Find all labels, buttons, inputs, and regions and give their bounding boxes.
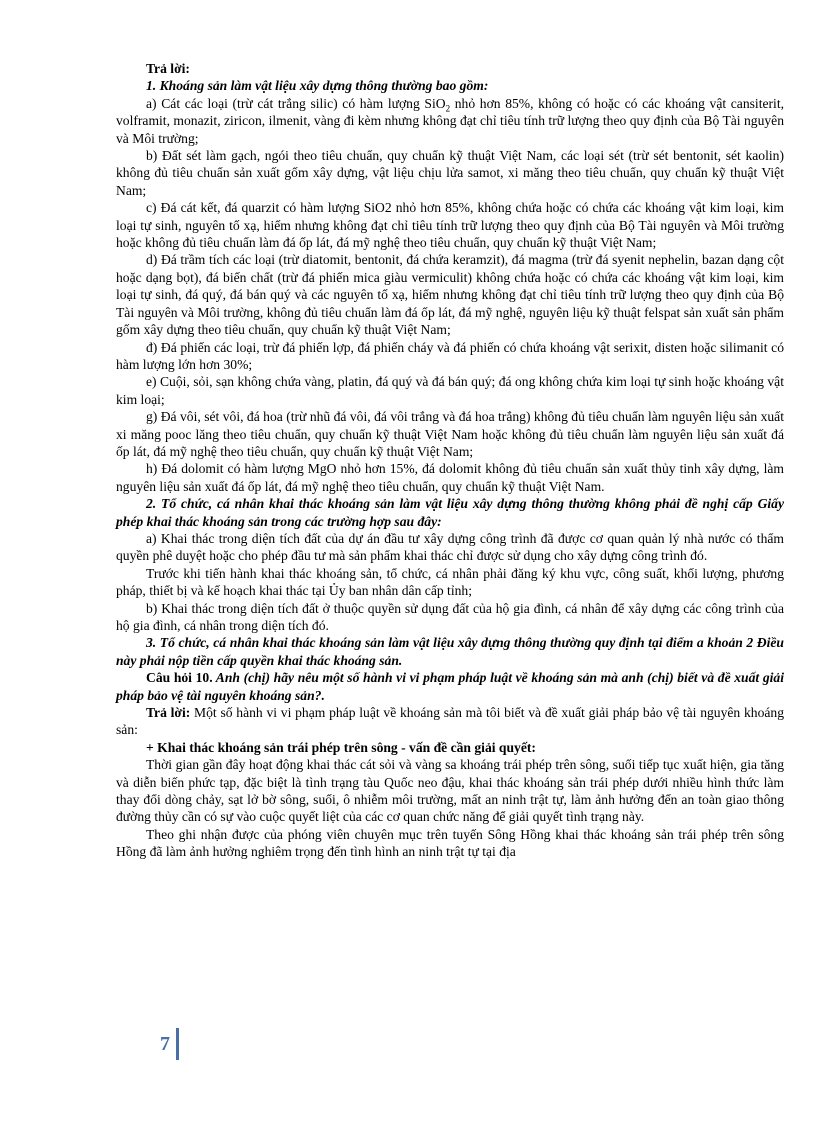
answer-label: Trả lời: [146,61,190,76]
section-3-heading: 3. Tổ chức, cá nhân khai thác khoáng sản làm vật liệu xây dựng thông thường quy định tại điểm a khoản 2 Điều này phải nộp tiền cấp quyền khai thác khoáng sản. [116,635,784,668]
item-1a: a) Cát các loại (trừ cát trắng silic) có hàm lượng SiO$_2$ nhỏ hơn 85%, không có hoặc có các khoáng vật cansiterit, volframit, monazit, ziricon, ilmenit, vàng đi kèm nhưng không đạt chỉ tiêu tính trữ lượng theo quy định của Bộ Tài nguyên và Môi trường; [116,95,784,146]
document-body [116,60,784,861]
item-1c: c) Đá cát kết, đá quarzit có hàm lượng SiO2 nhỏ hơn 85%, không chứa hoặc có chứa các khoáng vật kim loại, kim loại tự sinh, nguyên tố xạ, hiếm nhưng không đạt chỉ tiêu tính trữ lượng theo quy định của Bộ Tài nguyên và Môi trường hoặc không đủ tiêu chuẩn làm đá ốp lát, đá mỹ nghệ theo tiêu chuẩn, quy chuẩn kỹ thuật Việt Nam; [116,200,784,251]
item-1d: d) Đá trầm tích các loại (trừ diatomit, bentonit, đá chứa keramzit), đá magma (trừ đá syenit nephelin, bazan dạng cột hoặc dạng bọt), đá biến chất (trừ đá phiến mica giàu vermiculit) không chứa hoặc có chứa các khoáng vật kim loại, kim loại tự sinh, đá quý, đá bán quý và các nguyên tố xạ, hiếm nhưng không đạt chỉ tiêu tính trữ lượng theo quy định của Bộ Tài nguyên và Môi trường, không đủ tiêu chuẩn làm đá ốp lát, đá mỹ nghệ, nguyên liệu kỹ thuật felspat sản xuất sản phẩm gốm xây dựng theo tiêu chuẩn, quy chuẩn kỹ thuật Việt Nam; [116,252,784,338]
item-1b: b) Đất sét làm gạch, ngói theo tiêu chuẩn, quy chuẩn kỹ thuật Việt Nam, các loại sét (trừ sét bentonit, sét kaolin) không đủ tiêu chuẩn sản xuất gốm xây dựng, vật liệu chịu lửa samot, xi măng theo tiêu chuẩn, quy chuẩn kỹ thuật Việt Nam; [116,148,784,198]
question-10-paragraph-1: Thời gian gần đây hoạt động khai thác cát sỏi và vàng sa khoáng trái phép trên sông, suối tiếp tục xuất hiện, gia tăng và diễn biến phức tạp, đặc biệt là tình trạng tàu Quốc neo đậu, khai thác khoáng sản trái phép dưới nhiều hình thức làm thay đổi dòng chảy, sạt lở bờ sông, suối, ô nhiễm môi trường, mất an ninh trật tự, làm ảnh hưởng đến an toàn giao thông đường thủy cần có sự vào cuộc quyết liệt của các cơ quan chức năng để giải quyết tình trạng này. [116,757,784,825]
item-1h: h) Đá dolomit có hàm lượng MgO nhỏ hơn 15%, đá dolomit không đủ tiêu chuẩn sản xuất thủy tinh xây dựng, làm nguyên liệu sản xuất đá ốp lát, đá mỹ nghệ theo tiêu chuẩn, quy chuẩn kỹ thuật Việt Nam. [116,461,784,494]
item-1g: g) Đá vôi, sét vôi, đá hoa (trừ nhũ đá vôi, đá vôi trắng và đá hoa trắng) không đủ tiêu chuẩn làm nguyên liệu sản xuất xi măng pooc lăng theo tiêu chuẩn, quy chuẩn kỹ thuật Việt Nam hoặc không đủ tiêu chuẩn làm nguyên liệu sản xuất đá ốp lát, đá mỹ nghệ theo tiêu chuẩn, quy chuẩn kỹ thuật Việt Nam; [116,409,784,459]
item-2a: a) Khai thác trong diện tích đất của dự án đầu tư xây dựng công trình đã được cơ quan quản lý nhà nước có thẩm quyền phê duyệt hoặc cho phép đầu tư mà sản phẩm khai thác chỉ được sử dụng cho xây dựng công trình đó. [116,530,784,564]
question-10-answer: Trả lời: Một số hành vi vi phạm pháp luật về khoáng sản mà tôi biết và đề xuất giải pháp bảo vệ tài nguyên khoáng sản: [116,705,785,738]
section-1-heading: 1. Khoáng sản làm vật liệu xây dựng thông thường bao gồm: [146,78,489,94]
item-2-before: Trước khi tiến hành khai thác khoáng sản, tổ chức, cá nhân phải đăng ký khu vực, công suất, khối lượng, phương pháp, thiết bị và kế hoạch khai thác tại Ủy ban nhân dân cấp tỉnh; [116,565,784,599]
page-number-divider [176,1028,179,1060]
question-10: Câu hỏi 10. Anh (chị) hãy nêu một số hành vi vi phạm pháp luật về khoáng sản mà anh (chị) biết và đề xuất giải pháp bảo vệ tài nguyên khoáng sản?. [116,670,784,703]
question-10-subheading: + Khai thác khoáng sản trái phép trên sông - vấn đề cần giải quyết: [146,739,536,755]
section-2-heading: 2. Tổ chức, cá nhân khai thác khoáng sản làm vật liệu xây dựng thông thường không phải đề nghị cấp Giấy phép khai thác khoáng sản trong các trường hợp sau đây: [116,496,784,529]
item-2b: b) Khai thác trong diện tích đất ở thuộc quyền sử dụng đất của hộ gia đình, cá nhân để xây dựng các công trình của hộ gia đình, cá nhân trong diện tích đó. [116,600,784,633]
item-1e: e) Cuội, sỏi, sạn không chứa vàng, platin, đá quý và đá bán quý; đá ong không chứa kim loại tự sinh hoặc khoáng vật kim loại; [116,374,784,407]
item-1dd: đ) Đá phiến các loại, trừ đá phiến lợp, đá phiến cháy và đá phiến có chứa khoáng vật serixit, disten hoặc silimanit có hàm lượng lớn hơn 30%; [116,339,784,372]
question-10-paragraph-2: Theo ghi nhận được của phóng viên chuyên mục trên tuyến Sông Hồng khai thác khoáng sản trái phép trên sông Hồng đã làm ảnh hưởng nghiêm trọng đến tình hình an ninh trật tự tại địa [116,826,784,860]
page-number: 7 [160,1032,170,1055]
page-footer [160,1028,179,1060]
